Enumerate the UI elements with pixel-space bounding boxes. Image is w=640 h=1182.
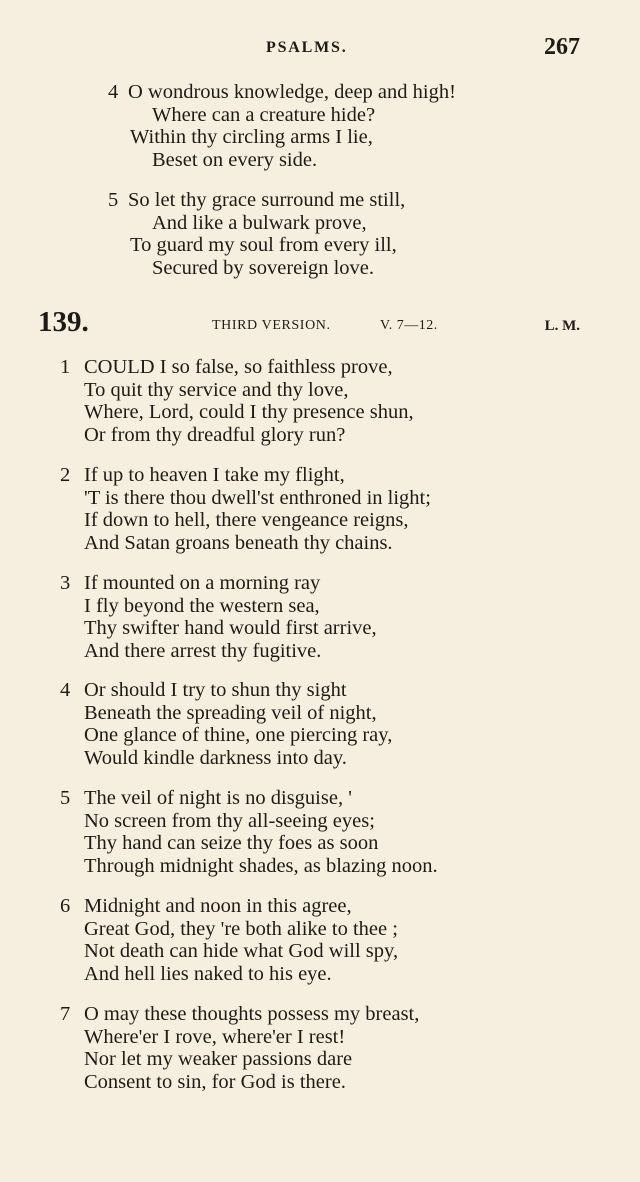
line-text: Consent to sin, for God is there. [84, 1070, 346, 1093]
stanza-line-1 [60, 679, 392, 702]
line-text: Midnight and noon in this agree, [84, 895, 352, 917]
stanza-number: 7 [60, 1003, 71, 1025]
stanza-line-1 [60, 1003, 419, 1026]
stanza-line-3 [60, 832, 438, 855]
line-text: Beneath the spreading veil of night, [84, 701, 377, 724]
stanza-line-2 [108, 212, 405, 235]
stanza-line-4 [60, 532, 431, 555]
stanza-line-1 [60, 356, 414, 379]
stanza-7 [60, 1003, 419, 1093]
stanza-line-4 [60, 963, 398, 986]
line-text: So let thy grace surround me still, [128, 189, 406, 211]
stanza-2 [60, 464, 431, 554]
line-text: COULD I so false, so faithless prove, [84, 356, 393, 378]
stanza-line-2 [60, 487, 431, 510]
stanza-line-3 [60, 1048, 419, 1071]
stanza-number: 5 [108, 189, 119, 211]
line-text: To quit thy service and thy love, [84, 378, 349, 401]
stanza-number: 6 [60, 895, 71, 917]
stanza-line-3 [60, 940, 398, 963]
stanza-line-4 [60, 640, 377, 663]
stanza-line-4 [108, 149, 456, 172]
line-text: Where, Lord, could I thy presence shun, [84, 401, 414, 424]
line-text: And there arrest thy fugitive. [84, 639, 322, 662]
line-text: No screen from thy all-seeing eyes; [84, 809, 375, 832]
stanza-line-1 [60, 787, 438, 810]
stanza-number: 1 [60, 356, 71, 378]
continuation-stanza-4 [108, 81, 456, 171]
stanza-line-1 [108, 189, 405, 212]
running-head [0, 36, 640, 66]
stanza-line-2 [60, 379, 414, 402]
hymn-version: THIRD VERSION. [212, 318, 331, 333]
stanza-line-1 [60, 464, 431, 487]
stanza-line-3 [108, 234, 405, 257]
line-text: Or from thy dreadful glory run? [84, 423, 346, 446]
stanza-line-2 [60, 702, 392, 725]
stanza-line-2 [108, 104, 456, 127]
line-text: And Satan groans beneath thy chains. [84, 531, 393, 554]
line-text: Thy hand can seize thy foes as soon [84, 832, 379, 855]
stanza-number: 2 [60, 464, 71, 486]
line-text: One glance of thine, one piercing ray, [84, 724, 393, 747]
stanza-5 [60, 787, 438, 877]
stanza-line-4 [60, 424, 414, 447]
stanza-line-4 [60, 855, 438, 878]
line-text: If up to heaven I take my flight, [84, 464, 345, 486]
line-text: Not death can hide what God will spy, [84, 940, 399, 963]
line-text: To guard my soul from every ill, [130, 234, 397, 257]
stanza-4 [60, 679, 392, 769]
line-text: Nor let my weaker passions dare [84, 1048, 353, 1071]
hymn-heading [38, 306, 588, 342]
stanza-6 [60, 895, 398, 985]
line-text: Where'er I rove, where'er I rest! [84, 1025, 346, 1048]
line-text: Through midnight shades, as blazing noon. [84, 854, 438, 877]
hymn-verses: V. 7—12. [380, 318, 438, 333]
stanza-line-2 [60, 1026, 419, 1049]
stanza-line-1 [60, 895, 398, 918]
stanza-line-4 [108, 257, 405, 280]
stanza-line-3 [60, 724, 392, 747]
line-text: If down to hell, there vengeance reigns, [84, 509, 409, 532]
line-text: Great God, they 're both alike to thee ; [84, 917, 398, 940]
line-text: Beset on every side. [152, 148, 318, 171]
stanza-3 [60, 572, 377, 662]
running-head-title: PSALMS. [266, 39, 348, 56]
line-text: The veil of night is no disguise, ' [84, 787, 352, 809]
hymn-number: 139. [38, 306, 89, 338]
stanza-line-1 [60, 572, 377, 595]
line-text: O wondrous knowledge, deep and high! [128, 81, 456, 103]
line-text: And like a bulwark prove, [152, 211, 367, 234]
continuation-stanza-5 [108, 189, 405, 279]
stanza-line-3 [60, 509, 431, 532]
stanza-number: 4 [108, 81, 119, 103]
stanza-line-2 [60, 918, 398, 941]
stanza-number: 3 [60, 572, 71, 594]
stanza-1 [60, 356, 414, 446]
line-text: Thy swifter hand would first arrive, [84, 617, 377, 640]
line-text: Secured by sovereign love. [152, 256, 375, 279]
stanza-line-4 [60, 1071, 419, 1094]
line-text: O may these thoughts possess my breast, [84, 1003, 420, 1025]
hymn-meter: L. M. [544, 318, 580, 334]
line-text: I fly beyond the western sea, [84, 594, 320, 617]
page-number: 267 [544, 34, 580, 60]
stanza-line-3 [108, 126, 456, 149]
line-text: Would kindle darkness into day. [84, 746, 347, 769]
stanza-line-3 [60, 617, 377, 640]
line-text: Or should I try to shun thy sight [84, 679, 347, 701]
line-text: Within thy circling arms I lie, [130, 126, 373, 149]
line-text: If mounted on a morning ray [84, 572, 321, 594]
line-text: 'T is there thou dwell'st enthroned in light; [84, 486, 431, 509]
stanza-line-3 [60, 401, 414, 424]
line-text: Where can a creature hide? [152, 103, 376, 126]
stanza-line-1 [108, 81, 456, 104]
line-text: And hell lies naked to his eye. [84, 962, 332, 985]
stanza-line-2 [60, 595, 377, 618]
stanza-number: 5 [60, 787, 71, 809]
stanza-number: 4 [60, 679, 71, 701]
stanza-line-2 [60, 810, 438, 833]
stanza-line-4 [60, 747, 392, 770]
